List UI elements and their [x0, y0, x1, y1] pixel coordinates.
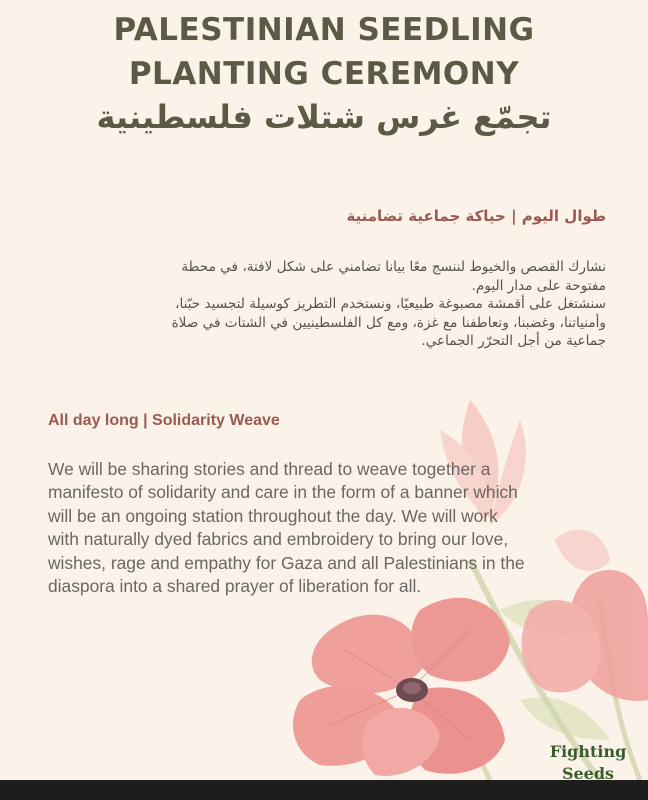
english-section-heading: All day long | Solidarity Weave	[48, 412, 280, 429]
english-body-line: with naturally dyed fabrics and embroidery to bring our love,	[48, 529, 509, 550]
arabic-section-body	[46, 258, 606, 351]
arabic-section-heading: طوال اليوم | حياكة جماعية تضامنية	[346, 207, 606, 225]
english-body-line: wishes, rage and empathy for Gaza and all Palestinians in the	[48, 552, 525, 573]
fighting-seeds-logo	[543, 741, 633, 780]
arabic-body-line: وأمنياتنا، وغضبنا، وتعاطفنا مع غزة، ومع كل الفلسطينيين في الشتات في صلاة	[171, 314, 606, 331]
english-body-line: manifesto of solidarity and care in the form of a banner which	[48, 482, 518, 503]
english-body-line: We will be sharing stories and thread to weave together a	[48, 459, 491, 479]
arabic-body-line: سنشتغل على أقمشة مصبوغة طبيعيًا، ونستخدم التطريز كوسيلة لتجسيد حبّنا،	[175, 296, 606, 312]
logo-line-1: Fighting	[549, 742, 627, 761]
leaf	[520, 697, 610, 740]
logo-line-2: Seeds	[561, 764, 615, 780]
title-line-2: PLANTING CEREMONY	[128, 56, 520, 92]
title-line-1: PALESTINIAN SEEDLING	[113, 12, 535, 48]
title-arabic: تجمّع غرس شتلات فلسطينية	[96, 98, 552, 136]
bottom-bar	[0, 780, 648, 800]
english-section-body	[48, 458, 608, 598]
arabic-body-line: نشارك القصص والخيوط لننسج معًا بيانا تضامني على شكل لافتة، في محطة	[181, 259, 606, 275]
arabic-body-line: مفتوحة على مدار اليوم.	[471, 277, 606, 294]
flower-main	[293, 598, 510, 776]
english-body-line: diaspora into a shared prayer of liberation for all.	[48, 576, 422, 597]
arabic-body-line: جماعية من أجل التحرّر الجماعي.	[421, 333, 606, 349]
english-body-line: will be an ongoing station throughout the day. We will work	[48, 505, 498, 526]
